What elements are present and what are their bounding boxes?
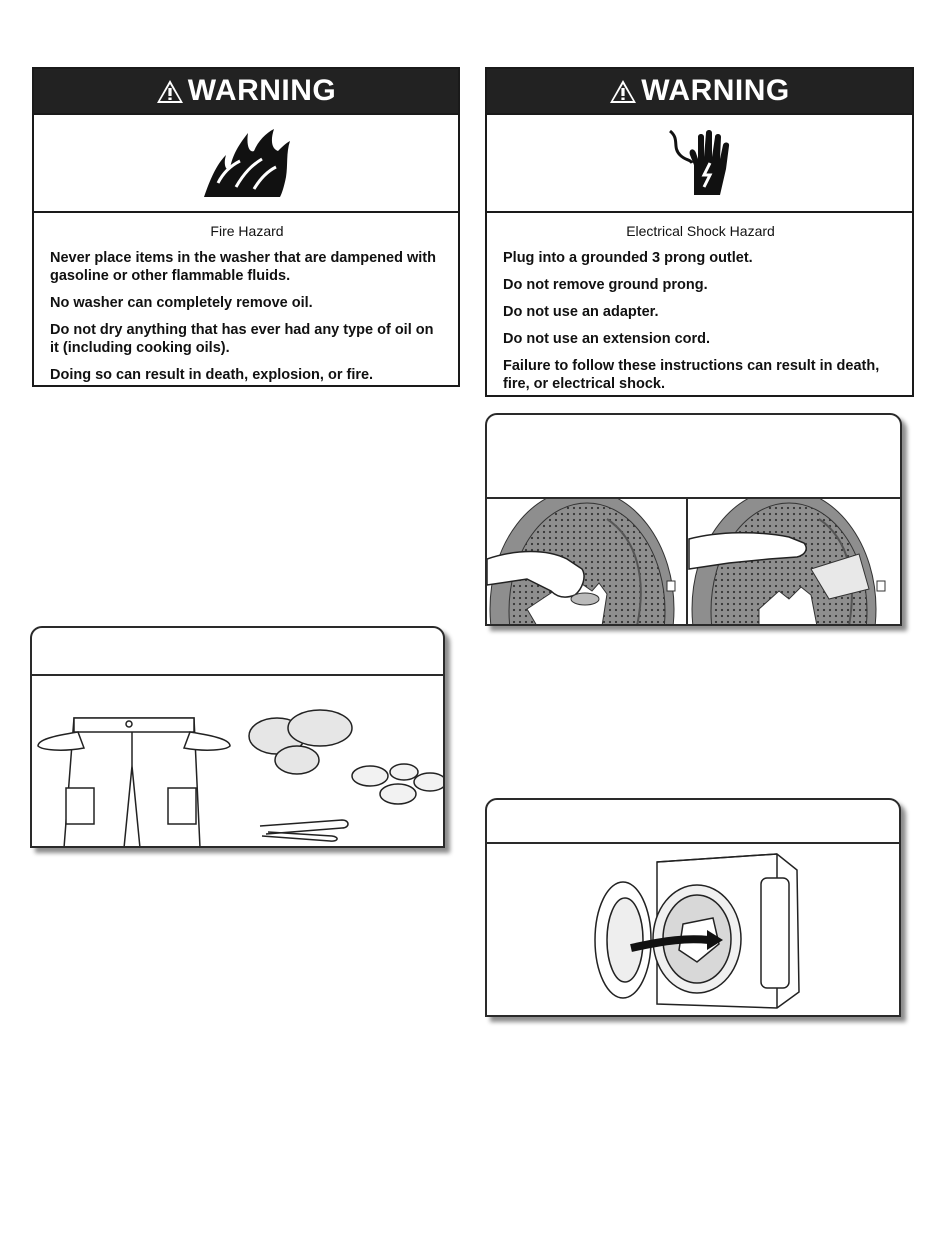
electric-shock-icon	[487, 113, 912, 213]
drum-illustration-panel	[485, 413, 902, 626]
warning-triangle-icon	[609, 78, 637, 104]
warning-line: No washer can completely remove oil.	[50, 295, 313, 311]
warning-line: Never place items in the washer that are dampened with gasoline or other flammable fluids.	[50, 250, 436, 284]
warning-header	[487, 69, 912, 113]
loading-illustration-panel	[485, 798, 901, 1017]
hazard-title: Electrical Shock Hazard	[626, 223, 775, 239]
warning-title: WARNING	[641, 74, 790, 107]
washer-open-door-loading-illustration	[487, 844, 899, 1015]
warning-line: Do not use an adapter.	[503, 304, 659, 320]
warning-triangle-icon	[156, 78, 184, 104]
warning-line: Failure to follow these instructions can result in death, fire, or electrical shock.	[503, 358, 880, 392]
fire-icon	[34, 113, 458, 213]
warning-line: Doing so can result in death, explosion, or fire.	[50, 367, 374, 383]
warning-line: Plug into a grounded 3 prong outlet.	[503, 250, 753, 266]
pockets-illustration-panel	[30, 626, 445, 848]
hand-in-washer-drum-illustration	[487, 499, 900, 626]
warning-header	[34, 69, 458, 113]
pants-pockets-coins-buttons-illustration	[32, 676, 443, 846]
hazard-title: Fire Hazard	[210, 223, 284, 239]
fire-warning-box	[32, 67, 460, 387]
warning-line: Do not dry anything that has ever had any type of oil on it (including cooking oils).	[50, 322, 434, 356]
shock-warning-box	[485, 67, 914, 397]
panel-header	[32, 628, 443, 676]
warning-title: WARNING	[187, 74, 337, 107]
panel-header	[487, 415, 900, 499]
warning-line: Do not use an extension cord.	[503, 331, 711, 347]
warning-line: Do not remove ground prong.	[503, 277, 708, 293]
panel-header	[487, 800, 899, 844]
